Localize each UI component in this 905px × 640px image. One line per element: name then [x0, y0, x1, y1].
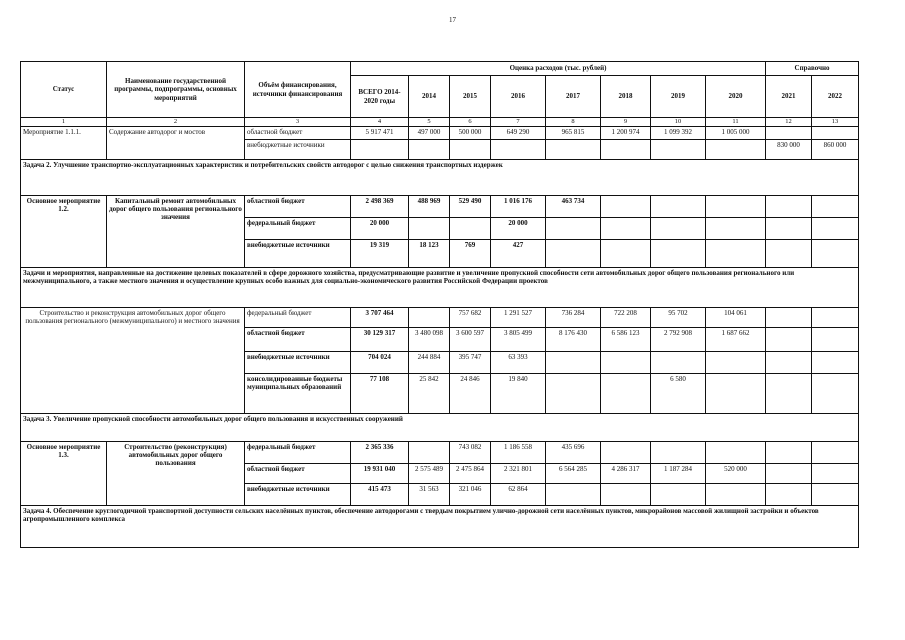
value-cell [651, 218, 706, 240]
funding-source: внебюджетные источники [245, 352, 351, 374]
value-cell [766, 127, 812, 140]
measure-name: Содержание автодорог и мостов [107, 127, 245, 160]
header-year: 2014 [409, 76, 450, 118]
value-cell [601, 352, 651, 374]
value-cell [706, 140, 766, 160]
value-cell [601, 196, 651, 218]
value-cell: 860 000 [812, 140, 859, 160]
header-year: 2016 [491, 76, 546, 118]
header-name: Наименование государственной программы, подпрограммы, основных мероприятий [107, 62, 245, 118]
value-cell [409, 218, 450, 240]
value-cell [812, 218, 859, 240]
value-cell [450, 140, 491, 160]
column-index: 13 [812, 118, 859, 127]
value-cell: 830 000 [766, 140, 812, 160]
value-cell: 3 707 464 [351, 308, 409, 328]
value-cell [706, 442, 766, 464]
value-cell: 3 480 098 [409, 328, 450, 352]
value-cell: 6 580 [651, 374, 706, 414]
funding-source: областной бюджет [245, 328, 351, 352]
value-cell [351, 140, 409, 160]
value-cell [601, 484, 651, 506]
value-cell: 1 291 527 [491, 308, 546, 328]
value-cell [706, 352, 766, 374]
value-cell [546, 218, 601, 240]
funding-source: внебюджетные источники [245, 140, 351, 160]
value-cell [601, 374, 651, 414]
header-year: 2019 [651, 76, 706, 118]
value-cell: 769 [450, 240, 491, 268]
value-cell: 415 473 [351, 484, 409, 506]
value-cell [450, 218, 491, 240]
value-cell [651, 140, 706, 160]
value-cell [766, 442, 812, 464]
value-cell [546, 484, 601, 506]
funding-source: федеральный бюджет [245, 442, 351, 464]
value-cell: 19 840 [491, 374, 546, 414]
budget-table [20, 61, 859, 548]
funding-source: внебюджетные источники [245, 240, 351, 268]
value-cell: 965 815 [546, 127, 601, 140]
value-cell [812, 464, 859, 484]
value-cell [409, 442, 450, 464]
value-cell [651, 484, 706, 506]
value-cell: 6 586 123 [601, 328, 651, 352]
value-cell [651, 196, 706, 218]
header-year: 2018 [601, 76, 651, 118]
column-index: 8 [546, 118, 601, 127]
measure-status: Мероприятие 1.1.1. [21, 127, 107, 160]
value-cell: 2 365 336 [351, 442, 409, 464]
value-cell [812, 196, 859, 218]
value-cell [812, 484, 859, 506]
value-cell [706, 484, 766, 506]
value-cell: 31 563 [409, 484, 450, 506]
value-cell [546, 374, 601, 414]
value-cell: 6 564 285 [546, 464, 601, 484]
value-cell [546, 140, 601, 160]
value-cell: 1 187 284 [651, 464, 706, 484]
value-cell [812, 308, 859, 328]
value-cell [651, 442, 706, 464]
column-index: 3 [245, 118, 351, 127]
value-cell [812, 240, 859, 268]
value-cell: 427 [491, 240, 546, 268]
value-cell: 488 969 [409, 196, 450, 218]
measure-name: Строительство и реконструкция автомобильных дорог общего пользования регионального (межмуниципального) и местного значения [21, 308, 245, 414]
header-estimate: Оценка расходов (тыс. рублей) [351, 62, 766, 76]
value-cell [409, 308, 450, 328]
value-cell: 20 000 [351, 218, 409, 240]
value-cell [766, 196, 812, 218]
value-cell [766, 218, 812, 240]
value-cell: 722 208 [601, 308, 651, 328]
value-cell: 435 696 [546, 442, 601, 464]
value-cell [706, 240, 766, 268]
value-cell: 3 600 597 [450, 328, 491, 352]
value-cell [601, 140, 651, 160]
value-cell [651, 240, 706, 268]
funding-source: консолидированные бюджеты муниципальных образований [245, 374, 351, 414]
value-cell: 19 931 040 [351, 464, 409, 484]
funding-source: областной бюджет [245, 127, 351, 140]
page-number: 17 [449, 16, 456, 24]
value-cell [706, 374, 766, 414]
funding-source: федеральный бюджет [245, 218, 351, 240]
value-cell: 95 702 [651, 308, 706, 328]
value-cell: 104 061 [706, 308, 766, 328]
measure-status: Основное мероприятие 1.2. [21, 196, 107, 268]
value-cell [651, 352, 706, 374]
value-cell: 1 687 662 [706, 328, 766, 352]
value-cell [766, 328, 812, 352]
value-cell [409, 140, 450, 160]
funding-source: федеральный бюджет [245, 308, 351, 328]
value-cell [766, 374, 812, 414]
value-cell: 19 319 [351, 240, 409, 268]
value-cell [546, 240, 601, 268]
value-cell [766, 240, 812, 268]
value-cell [812, 374, 859, 414]
value-cell: 1 005 000 [706, 127, 766, 140]
value-cell: 18 123 [409, 240, 450, 268]
value-cell [766, 484, 812, 506]
value-cell [491, 140, 546, 160]
value-cell [546, 352, 601, 374]
column-index: 5 [409, 118, 450, 127]
value-cell [601, 442, 651, 464]
header-total: ВСЕГО 2014-2020 годы [351, 76, 409, 118]
task-2-heading: Задача 2. Улучшение транспортно-эксплуатационных характеристик и потребительских свойств автодорог с целью снижения транспортных издержек [21, 160, 859, 196]
column-index: 9 [601, 118, 651, 127]
header-ref-year: 2021 [766, 76, 812, 118]
value-cell [766, 352, 812, 374]
value-cell [601, 218, 651, 240]
value-cell: 529 490 [450, 196, 491, 218]
value-cell [766, 308, 812, 328]
value-cell: 2 475 864 [450, 464, 491, 484]
value-cell: 743 082 [450, 442, 491, 464]
value-cell: 520 000 [706, 464, 766, 484]
value-cell: 2 792 908 [651, 328, 706, 352]
measure-status: Основное мероприятие 1.3. [21, 442, 107, 506]
measure-name: Строительство (реконструкция) автомобильных дорог общего пользования [107, 442, 245, 506]
tasks-measures-heading: Задачи и мероприятия, направленные на достижение целевых показателей в сфере дорожного хозяйства, предусматривающие развитие и увеличение пропускной способности сети автомобильных дорог общего пользования регионального или межмуниципального, а также местного значения и осуществление крупных особо важных для социально-экономического развития Российской Федерации проектов [21, 268, 859, 308]
value-cell: 62 864 [491, 484, 546, 506]
funding-source: внебюджетные источники [245, 484, 351, 506]
measure-name: Капитальный ремонт автомобильных дорог общего пользования региональногo значения [107, 196, 245, 268]
value-cell: 63 393 [491, 352, 546, 374]
header-ref-year: 2022 [812, 76, 859, 118]
column-index: 2 [107, 118, 245, 127]
value-cell: 704 024 [351, 352, 409, 374]
column-index: 11 [706, 118, 766, 127]
value-cell: 4 286 317 [601, 464, 651, 484]
value-cell: 500 000 [450, 127, 491, 140]
header-volume: Объём финансирования, источники финансирования [245, 62, 351, 118]
value-cell: 1 200 974 [601, 127, 651, 140]
value-cell [706, 196, 766, 218]
value-cell: 2 321 801 [491, 464, 546, 484]
funding-source: областной бюджет [245, 196, 351, 218]
column-index: 1 [21, 118, 107, 127]
value-cell: 395 747 [450, 352, 491, 374]
column-index: 6 [450, 118, 491, 127]
value-cell: 757 682 [450, 308, 491, 328]
task-3-heading: Задача 3. Увеличение пропускной способности автомобильных дорог общего пользования и искусственных сооружений [21, 414, 859, 442]
value-cell: 649 290 [491, 127, 546, 140]
header-reference: Справочно [766, 62, 859, 76]
value-cell: 244 884 [409, 352, 450, 374]
value-cell: 8 176 430 [546, 328, 601, 352]
value-cell: 497 000 [409, 127, 450, 140]
value-cell: 1 016 176 [491, 196, 546, 218]
column-index: 10 [651, 118, 706, 127]
value-cell: 736 284 [546, 308, 601, 328]
header-year: 2020 [706, 76, 766, 118]
value-cell: 77 108 [351, 374, 409, 414]
header-year: 2015 [450, 76, 491, 118]
value-cell: 25 842 [409, 374, 450, 414]
value-cell: 2 498 369 [351, 196, 409, 218]
value-cell: 1 099 392 [651, 127, 706, 140]
column-index: 7 [491, 118, 546, 127]
task-4-heading: Задача 4. Обеспечение круглогодичной транспортной доступности сельских населённых пунктов, обеспечение автодорогами с твердым покрытием улично-дорожной сети населённых пунктов, микрорайонов массовой жилищной застройки и объектов агропромышленного комплекса [21, 506, 859, 548]
value-cell: 24 846 [450, 374, 491, 414]
value-cell: 2 575 489 [409, 464, 450, 484]
funding-source: областной бюджет [245, 464, 351, 484]
value-cell: 1 186 558 [491, 442, 546, 464]
column-index: 4 [351, 118, 409, 127]
value-cell: 5 917 471 [351, 127, 409, 140]
value-cell: 20 000 [491, 218, 546, 240]
value-cell: 463 734 [546, 196, 601, 218]
value-cell [812, 442, 859, 464]
value-cell [601, 240, 651, 268]
header-year: 2017 [546, 76, 601, 118]
column-index: 12 [766, 118, 812, 127]
value-cell [706, 218, 766, 240]
value-cell [812, 328, 859, 352]
value-cell [812, 127, 859, 140]
value-cell: 321 046 [450, 484, 491, 506]
value-cell: 3 805 499 [491, 328, 546, 352]
value-cell: 30 129 317 [351, 328, 409, 352]
value-cell [766, 464, 812, 484]
value-cell [812, 352, 859, 374]
header-status: Статус [21, 62, 107, 118]
